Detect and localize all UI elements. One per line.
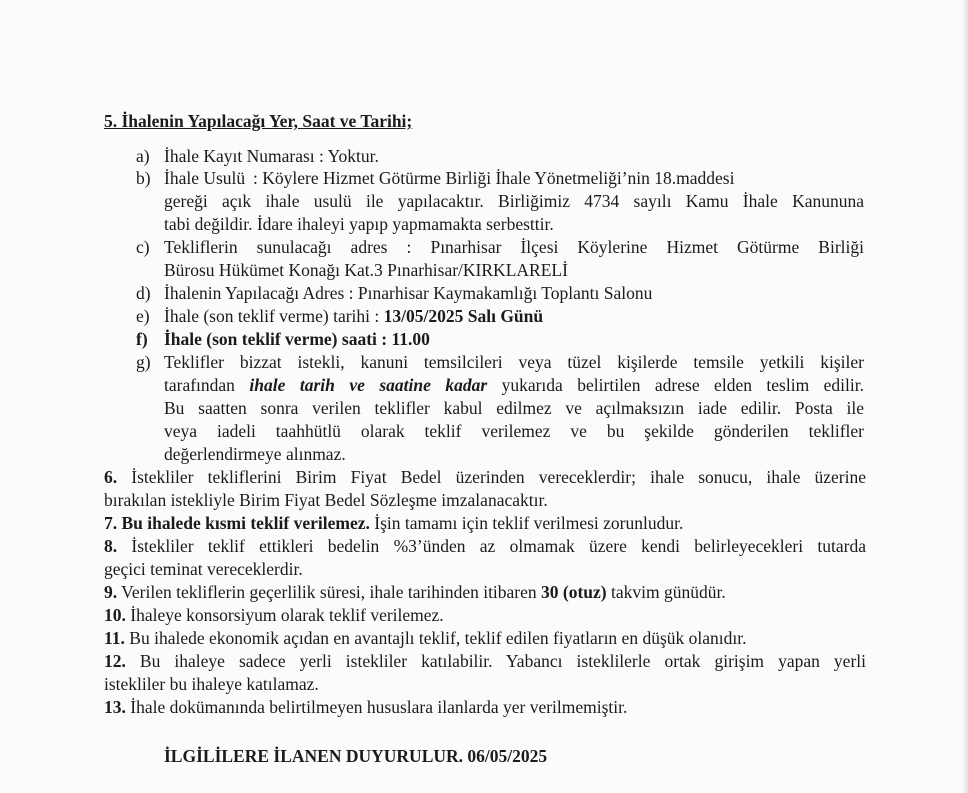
item-a-label: a) (136, 146, 150, 166)
item-e-label: e) (136, 306, 150, 326)
clause-9 (104, 581, 726, 603)
clause-9-bold: 30 (otuz) (541, 582, 607, 602)
scan-edge-shadow (962, 0, 968, 793)
clause-9-post: takvim günüdür. (606, 582, 726, 602)
clause-9-pre: Verilen tekliflerin geçerlilik süresi, ihale tarihinden itibaren (117, 582, 542, 602)
clause-8-text: İstekliler teklif ettikleri bedelin %3’ünden az olmamak üzere kendi belirleyecekleri tutarda (117, 536, 866, 556)
item-g-line5: değerlendirmeye alınmaz. (164, 444, 346, 464)
item-c-line2: Bürosu Hükümet Konağı Kat.3 Pınarhisar/KIRKLARELİ (164, 260, 568, 280)
clause-6-line2: bırakılan istekliyle Birim Fiyat Bedel Sözleşme imzalanacaktır. (104, 490, 548, 510)
clause-8-line1 (104, 535, 866, 557)
item-g-label: g) (136, 352, 151, 372)
clause-12-num: 12. (104, 651, 126, 671)
item-f-label: f) (136, 329, 148, 349)
clause-10-num: 10. (104, 605, 126, 625)
clause-12-line1 (104, 650, 866, 672)
clause-8-num: 8. (104, 536, 118, 556)
clause-7-rest: İşin tamamı için teklif verilmesi zorunludur. (369, 513, 684, 533)
item-g-line2-pre: tarafından (164, 375, 250, 395)
item-f-text: İhale (son teklif verme) saati : 11.00 (164, 329, 430, 349)
item-g-line1: Teklifler bizzat istekli, kanuni temsilcileri veya tüzel kişilerde temsile yetkili kişiler (164, 352, 864, 372)
item-e-text-pre: İhale (son teklif verme) tarihi : (164, 306, 384, 326)
clause-12-text: Bu ihaleye sadece yerli istekliler katılabilir. Yabancı isteklilerle ortak girişim yapan yerli (125, 651, 866, 671)
item-g-line2-post: yukarıda belirtilen adrese elden teslim edilir. (487, 375, 864, 395)
item-b-line1-post: : Köylere Hizmet Götürme Birliği İhale Yönetmeliği’nin 18.maddesi (253, 168, 735, 188)
clause-6-line1 (104, 466, 866, 488)
clause-8-line2: geçici teminat vereceklerdir. (104, 559, 303, 579)
clause-9-num: 9. (104, 582, 118, 602)
item-g-line3: Bu saatten sonra verilen teklifler kabul edilmez ve açılmaksızın iade edilir. Posta ile (164, 398, 864, 418)
item-g-line2 (164, 374, 864, 396)
clause-7-bold: 7. Bu ihalede kısmi teklif verilemez. (104, 513, 370, 533)
clause-11-text: Bu ihalede ekonomik açıdan en avantajlı teklif, teklif edilen fiyatların en düşük olanıdır. (124, 628, 747, 648)
item-b-line3: tabi değildir. İdare ihaleyi yapıp yapmamakta serbesttir. (164, 214, 554, 234)
clause-10-text: İhaleye konsorsiyum olarak teklif verilemez. (125, 605, 444, 625)
item-b-label: b) (136, 168, 151, 188)
clause-11 (104, 627, 746, 649)
item-b-line2: gereği açık ihale usulü ile yapılacaktır. Birliğimiz 4734 sayılı Kamu İhale Kanununa (164, 191, 864, 211)
item-a-text: İhale Kayıt Numarası : Yoktur. (164, 146, 379, 166)
clause-6-num: 6. (104, 467, 118, 487)
clause-12-line2: istekliler bu ihaleye katılamaz. (104, 674, 319, 694)
item-c-label: c) (136, 237, 150, 257)
item-e-text (164, 305, 543, 327)
clause-13-text: İhale dokümanında belirtilmeyen hususlara ilanlarda yer verilmemiştir. (125, 697, 628, 717)
item-g-emphasis: ihale tarih ve saatine kadar (249, 375, 488, 395)
item-c-line1: Tekliflerin sunulacağı adres : Pınarhisar İlçesi Köylerine Hizmet Götürme Birliği (164, 237, 864, 257)
clause-11-num: 11. (104, 628, 125, 648)
item-b-line1-pre: İhale Usulü (164, 168, 246, 188)
clause-7 (104, 512, 683, 534)
announcement-footer: İLGİLİLERE İLANEN DUYURULUR. 06/05/2025 (164, 746, 548, 766)
item-d-text: İhalenin Yapılacağı Adres : Pınarhisar Kaymakamlığı Toplantı Salonu (164, 283, 653, 303)
item-g-line4: veya iadeli taahhütlü olarak teklif verilemez ve bu şekilde gönderilen teklifler (164, 421, 864, 441)
item-d-label: d) (136, 283, 151, 303)
clause-13 (104, 696, 627, 718)
item-e-date: 13/05/2025 Salı Günü (383, 306, 544, 326)
clause-13-num: 13. (104, 697, 126, 717)
clause-6-text: İstekliler tekliflerini Birim Fiyat Bedel üzerinden vereceklerdir; ihale sonucu, ihale üzerine (117, 467, 866, 487)
clause-10 (104, 604, 444, 626)
section-5-heading: 5. İhalenin Yapılacağı Yer, Saat ve Tarihi; (104, 111, 413, 131)
